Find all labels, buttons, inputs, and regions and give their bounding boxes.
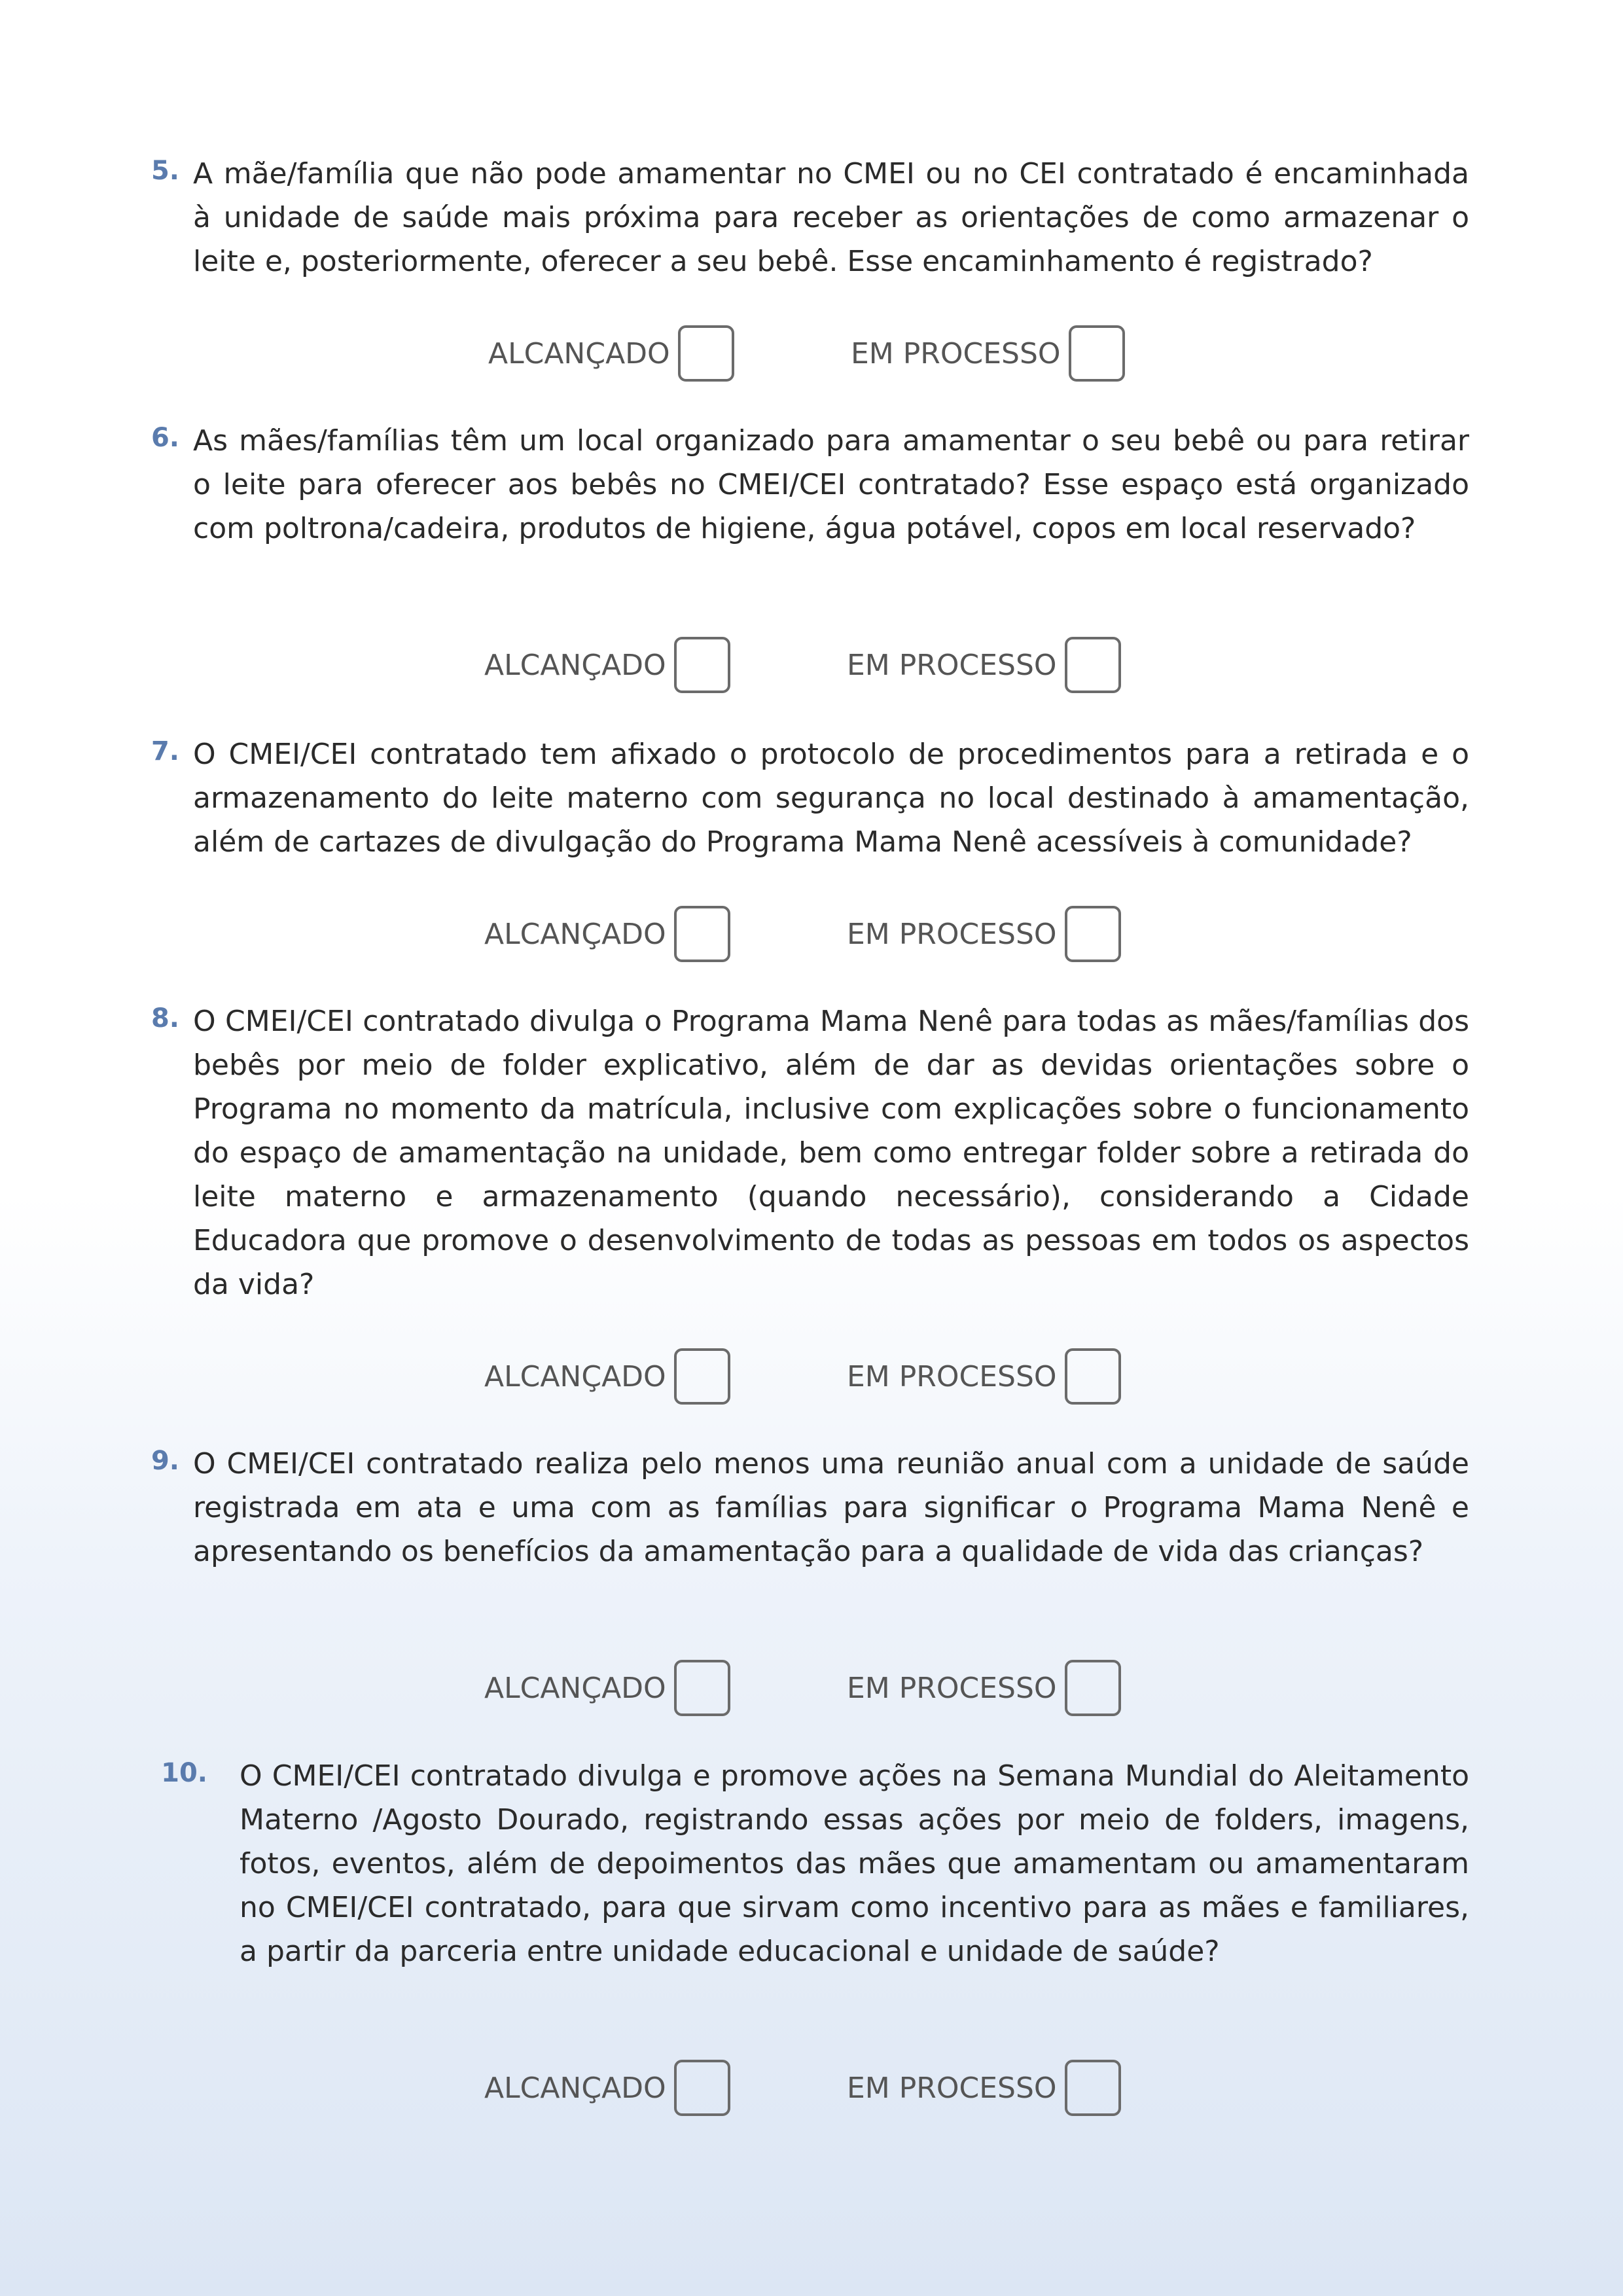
option-achieved [484,1658,730,1718]
option-in-process [847,635,1121,695]
question-text: As mães/famílias têm um local organizado para amamentar o seu bebê ou para retirar o leite para oferecer aos bebês no CMEI/CEI contratado? Esse espaço está organizado com poltrona/cadeira, produtos de higiene, água potável, copos em local reservado? [193,424,1469,545]
question-text: O CMEI/CEI contratado divulga o Programa Mama Nenê para todas as mães/famílias dos bebês por meio de folder explicativo, além de dar as devidas orientações sobre o Programa no momento da matrícula, inclusive com explicações sobre o funcionamento do espaço de amamentação na unidade, bem como entregar folder sobre a retirada do leite materno e armazenamento (quando necessário), considerando a Cidade Educadora que promove o desenvolvimento de todas as pessoas em todos os aspectos da vida? [193,1005,1469,1301]
achieved-checkbox[interactable] [674,1660,730,1716]
option-in-process [847,904,1121,964]
achieved-checkbox[interactable] [674,1348,730,1405]
in-process-checkbox[interactable] [1065,637,1121,693]
achieved-label: ALCANÇADO [484,917,666,951]
in-process-checkbox[interactable] [1065,1348,1121,1405]
in-process-label: EM PROCESSO [847,917,1057,951]
achieved-label: ALCANÇADO [484,2071,666,2105]
question-text: O CMEI/CEI contratado tem afixado o protocolo de procedimentos para a retirada e o armazenamento do leite materno com segurança no local destinado à amamentação, além de cartazes de divulgação do Programa Mama Nenê acessíveis à comunidade? [193,738,1469,859]
in-process-checkbox[interactable] [1065,2060,1121,2116]
in-process-label: EM PROCESSO [847,1671,1057,1705]
achieved-label: ALCANÇADO [484,1671,666,1705]
achieved-label: ALCANÇADO [484,1359,666,1393]
option-in-process [851,323,1125,384]
question-number: 8. [151,1003,179,1033]
achieved-checkbox[interactable] [678,325,734,382]
option-achieved [484,904,730,964]
question-number: 10. [161,1758,207,1788]
question-text: O CMEI/CEI contratado divulga e promove ações na Semana Mundial do Aleitamento Materno /Agosto Dourado, registrando essas ações por meio de folders, imagens, fotos, eventos, além de depoimentos das mães que amamentam ou amamentaram no CMEI/CEI contratado, para que sirvam como incentivo para as mães e familiares, a partir da parceria entre unidade educacional e unidade de saúde? [240,1759,1469,1968]
in-process-label: EM PROCESSO [847,648,1057,682]
in-process-label: EM PROCESSO [847,1359,1057,1393]
option-achieved [484,635,730,695]
question-number: 6. [151,423,179,453]
question-number: 7. [151,736,179,766]
option-in-process [847,1346,1121,1407]
achieved-label: ALCANÇADO [488,336,670,370]
achieved-checkbox[interactable] [674,637,730,693]
option-in-process [847,1658,1121,1718]
in-process-checkbox[interactable] [1069,325,1125,382]
question-number: 5. [151,156,179,186]
answer-row-8 [0,1346,1623,1407]
achieved-checkbox[interactable] [674,906,730,962]
answer-row-10 [0,2058,1623,2118]
question-number: 9. [151,1446,179,1476]
in-process-checkbox[interactable] [1065,1660,1121,1716]
in-process-label: EM PROCESSO [847,2071,1057,2105]
option-achieved [484,2058,730,2118]
achieved-checkbox[interactable] [674,2060,730,2116]
option-achieved [484,1346,730,1407]
answer-row-6 [0,635,1623,695]
option-in-process [847,2058,1121,2118]
in-process-label: EM PROCESSO [851,336,1061,370]
answer-row-7 [0,904,1623,964]
question-text: O CMEI/CEI contratado realiza pelo menos uma reunião anual com a unidade de saúde registrada em ata e uma com as famílias para significar o Programa Mama Nenê e apresentando os benefícios da amamentação para a qualidade de vida das crianças? [193,1447,1469,1568]
answer-row-5 [0,323,1623,384]
answer-row-9 [0,1658,1623,1718]
option-achieved [488,323,734,384]
achieved-label: ALCANÇADO [484,648,666,682]
in-process-checkbox[interactable] [1065,906,1121,962]
question-text: A mãe/família que não pode amamentar no CMEI ou no CEI contratado é encaminhada à unidade de saúde mais próxima para receber as orientações de como armazenar o leite e, posteriormente, oferecer a seu bebê. Esse encaminhamento é registrado? [193,157,1469,278]
